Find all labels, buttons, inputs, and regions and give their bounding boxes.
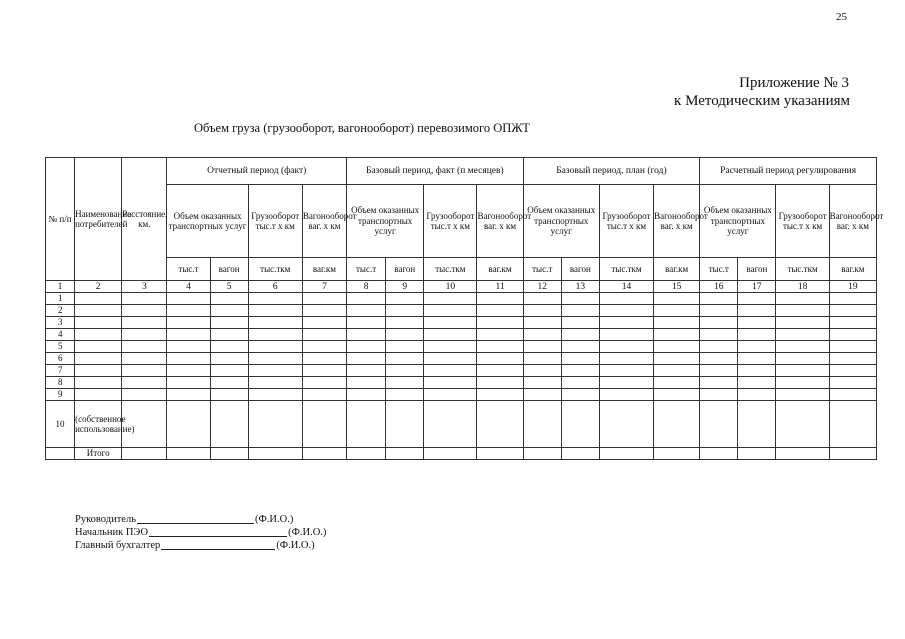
table-cell xyxy=(829,329,876,341)
table-cell xyxy=(829,401,876,448)
table-row xyxy=(46,293,877,305)
unit-wagon: вагон xyxy=(561,258,599,281)
signature-line xyxy=(75,539,326,552)
table-cell xyxy=(700,448,738,460)
table-cell xyxy=(700,293,738,305)
table-cell xyxy=(210,305,248,317)
table-cell xyxy=(776,305,829,317)
table-cell xyxy=(654,448,700,460)
table-cell xyxy=(829,293,876,305)
table-cell xyxy=(302,293,346,305)
table-cell xyxy=(386,353,424,365)
table-cell xyxy=(347,341,386,353)
table-cell xyxy=(654,317,700,329)
table-cell xyxy=(700,353,738,365)
table-cell xyxy=(167,448,210,460)
header-volume: Объем оказанных транспортных услуг xyxy=(167,185,248,258)
table-cell xyxy=(700,329,738,341)
table-cell xyxy=(599,389,653,401)
table-cell xyxy=(210,377,248,389)
table-cell xyxy=(561,353,599,365)
header-consumer: Наименование потребителей xyxy=(75,158,122,281)
table-cell xyxy=(424,353,477,365)
table-cell xyxy=(75,353,122,365)
table-cell xyxy=(75,365,122,377)
table-cell xyxy=(776,448,829,460)
unit-thousand-ton-km: тыс.ткм xyxy=(248,258,302,281)
table-cell xyxy=(776,293,829,305)
table-cell xyxy=(738,353,776,365)
table-cell xyxy=(210,329,248,341)
table-row xyxy=(46,353,877,365)
table-cell xyxy=(248,293,302,305)
table-cell xyxy=(776,365,829,377)
table-cell xyxy=(386,317,424,329)
table-cell xyxy=(386,305,424,317)
header-volume: Объем оказанных транспортных услуг xyxy=(347,185,424,258)
table-cell xyxy=(700,305,738,317)
table-cell xyxy=(167,317,210,329)
table-cell xyxy=(700,377,738,389)
column-number: 19 xyxy=(829,281,876,293)
column-number: 18 xyxy=(776,281,829,293)
table-cell xyxy=(167,401,210,448)
table-cell xyxy=(561,401,599,448)
signature-line xyxy=(75,526,326,539)
table-cell xyxy=(122,329,167,341)
table-row xyxy=(46,377,877,389)
table-cell xyxy=(424,305,477,317)
table-cell xyxy=(347,353,386,365)
table-cell xyxy=(167,365,210,377)
table-cell xyxy=(599,329,653,341)
table-cell xyxy=(561,448,599,460)
table-cell xyxy=(523,305,561,317)
table-cell xyxy=(523,317,561,329)
table-cell xyxy=(829,389,876,401)
table-cell xyxy=(46,448,75,460)
table-cell xyxy=(210,389,248,401)
table-cell xyxy=(386,401,424,448)
column-number: 12 xyxy=(523,281,561,293)
table-cell xyxy=(523,329,561,341)
table-cell xyxy=(477,448,523,460)
table-cell xyxy=(477,377,523,389)
unit-thousand-ton-km: тыс.ткм xyxy=(424,258,477,281)
table-cell xyxy=(477,389,523,401)
table-cell xyxy=(654,353,700,365)
signature-blank[interactable] xyxy=(161,539,275,550)
table-cell xyxy=(210,353,248,365)
table-cell xyxy=(654,305,700,317)
header-period-reporting: Отчетный период (факт) xyxy=(167,158,347,185)
table-cell xyxy=(75,293,122,305)
header-wagon-turnover: Вагонооборот ваг. х км xyxy=(302,185,346,258)
table-cell xyxy=(167,389,210,401)
unit-wagon-km: ваг.км xyxy=(654,258,700,281)
table-cell xyxy=(386,293,424,305)
document-title: Объем груза (грузооборот, вагонооборот) перевозимого ОПЖТ xyxy=(194,121,530,135)
table-cell xyxy=(347,389,386,401)
table-cell xyxy=(523,365,561,377)
table-cell xyxy=(776,329,829,341)
table-cell xyxy=(386,389,424,401)
table-cell xyxy=(210,317,248,329)
header-period-base-plan: Базовый период, план (год) xyxy=(523,158,700,185)
table-cell xyxy=(477,329,523,341)
table-cell xyxy=(167,353,210,365)
unit-thousand-ton-km: тыс.ткм xyxy=(776,258,829,281)
table-cell xyxy=(302,377,346,389)
table-cell xyxy=(829,377,876,389)
table-cell xyxy=(210,293,248,305)
table-cell xyxy=(122,293,167,305)
column-number: 6 xyxy=(248,281,302,293)
table-cell xyxy=(561,317,599,329)
table-cell xyxy=(302,401,346,448)
table-cell xyxy=(122,377,167,389)
row-number: 9 xyxy=(46,389,75,401)
signature-label: Руководитель xyxy=(75,514,136,525)
table-cell xyxy=(302,305,346,317)
table-row xyxy=(46,341,877,353)
signature-label: Начальник ПЭО xyxy=(75,527,149,538)
header-cargo-turnover: Грузооборот тыс.т х км xyxy=(599,185,653,258)
column-number-row xyxy=(46,281,877,293)
table-cell xyxy=(347,365,386,377)
table-row xyxy=(46,317,877,329)
table-row xyxy=(46,389,877,401)
table-cell xyxy=(424,329,477,341)
table-cell xyxy=(210,401,248,448)
table-cell xyxy=(523,341,561,353)
table-cell xyxy=(477,341,523,353)
header-cargo-turnover: Грузооборот тыс.т х км xyxy=(776,185,829,258)
unit-wagon: вагон xyxy=(210,258,248,281)
column-number: 5 xyxy=(210,281,248,293)
table-row xyxy=(46,305,877,317)
table-cell xyxy=(347,401,386,448)
row-consumer-name: (собственное использование) xyxy=(75,401,122,448)
table-cell xyxy=(424,401,477,448)
table-row xyxy=(46,329,877,341)
table-cell xyxy=(654,401,700,448)
table-cell xyxy=(75,329,122,341)
row-number: 2 xyxy=(46,305,75,317)
table-cell xyxy=(248,341,302,353)
unit-wagon-km: ваг.км xyxy=(302,258,346,281)
column-number: 11 xyxy=(477,281,523,293)
page-number: 25 xyxy=(836,11,847,23)
table-cell xyxy=(122,341,167,353)
column-number: 3 xyxy=(122,281,167,293)
table-cell xyxy=(248,401,302,448)
table-cell xyxy=(122,353,167,365)
header-period-regulation: Расчетный период регулирования xyxy=(700,158,877,185)
table-cell xyxy=(248,329,302,341)
table-cell xyxy=(386,365,424,377)
column-number: 2 xyxy=(75,281,122,293)
cargo-volume-table xyxy=(45,157,884,460)
signature-line xyxy=(75,513,326,526)
table-cell xyxy=(700,389,738,401)
table-cell xyxy=(654,329,700,341)
header-wagon-turnover: Вагонооборот ваг. х км xyxy=(477,185,523,258)
table-cell xyxy=(599,448,653,460)
table-cell xyxy=(776,341,829,353)
table-cell xyxy=(248,353,302,365)
unit-wagon-km: ваг.км xyxy=(477,258,523,281)
table-cell xyxy=(523,293,561,305)
table-cell xyxy=(477,365,523,377)
table-cell xyxy=(829,317,876,329)
row-number: 1 xyxy=(46,293,75,305)
column-number: 13 xyxy=(561,281,599,293)
table-cell xyxy=(302,329,346,341)
table-cell xyxy=(302,317,346,329)
row-number: 3 xyxy=(46,317,75,329)
table-cell xyxy=(122,317,167,329)
table-cell xyxy=(776,377,829,389)
unit-wagon: вагон xyxy=(738,258,776,281)
table-cell xyxy=(386,329,424,341)
table-cell xyxy=(523,353,561,365)
header-volume: Объем оказанных транспортных услуг xyxy=(523,185,599,258)
table-cell xyxy=(386,448,424,460)
table-cell xyxy=(386,341,424,353)
table-cell xyxy=(599,365,653,377)
table-cell xyxy=(424,341,477,353)
table-cell xyxy=(302,365,346,377)
table-cell xyxy=(776,389,829,401)
table-cell xyxy=(302,448,346,460)
table-cell xyxy=(738,448,776,460)
table-cell xyxy=(738,401,776,448)
row-number: 5 xyxy=(46,341,75,353)
table-cell xyxy=(738,389,776,401)
column-number: 4 xyxy=(167,281,210,293)
table-cell xyxy=(75,305,122,317)
table-cell xyxy=(75,341,122,353)
table-cell xyxy=(654,377,700,389)
table-cell xyxy=(167,305,210,317)
table-cell xyxy=(167,329,210,341)
column-number: 17 xyxy=(738,281,776,293)
table-cell xyxy=(599,353,653,365)
table-cell xyxy=(477,401,523,448)
table-cell xyxy=(210,341,248,353)
column-number: 8 xyxy=(347,281,386,293)
table-cell xyxy=(700,401,738,448)
table-cell xyxy=(347,293,386,305)
table-cell xyxy=(599,293,653,305)
column-number: 16 xyxy=(700,281,738,293)
table-cell xyxy=(738,293,776,305)
signature-label: Главный бухгалтер xyxy=(75,540,161,551)
table-cell xyxy=(248,365,302,377)
table-cell xyxy=(561,389,599,401)
row-number: 8 xyxy=(46,377,75,389)
table-cell xyxy=(248,389,302,401)
table-cell xyxy=(561,341,599,353)
table-cell xyxy=(738,305,776,317)
signature-block xyxy=(75,513,326,552)
table-cell xyxy=(561,293,599,305)
table-cell xyxy=(122,305,167,317)
appendix-line-1: Приложение № 3 xyxy=(739,75,849,91)
table-cell xyxy=(248,448,302,460)
signature-suffix: (Ф.И.О.) xyxy=(276,540,315,551)
table-cell xyxy=(302,353,346,365)
table-cell xyxy=(829,448,876,460)
table-cell xyxy=(347,317,386,329)
table-cell xyxy=(424,365,477,377)
signature-suffix: (Ф.И.О.) xyxy=(254,514,294,525)
header-period-base-fact: Базовый период, факт (п месяцев) xyxy=(347,158,524,185)
table-cell xyxy=(561,377,599,389)
column-number: 1 xyxy=(46,281,75,293)
table-cell xyxy=(829,341,876,353)
table-cell xyxy=(599,341,653,353)
row-number: 6 xyxy=(46,353,75,365)
table-cell xyxy=(776,401,829,448)
table-cell xyxy=(738,341,776,353)
table-cell xyxy=(561,329,599,341)
total-label: Итого xyxy=(75,448,122,460)
table-cell xyxy=(477,293,523,305)
header-volume: Объем оказанных транспортных услуг xyxy=(700,185,776,258)
table-cell xyxy=(347,305,386,317)
header-cargo-turnover: Грузооборот тыс.т х км xyxy=(248,185,302,258)
table-row xyxy=(46,401,877,448)
table-cell xyxy=(599,305,653,317)
table-cell xyxy=(523,389,561,401)
table-cell xyxy=(776,353,829,365)
table-cell xyxy=(75,377,122,389)
table-cell xyxy=(829,365,876,377)
table-cell xyxy=(424,448,477,460)
signature-blank[interactable] xyxy=(137,513,254,524)
table-cell xyxy=(738,317,776,329)
table-cell xyxy=(829,353,876,365)
table-cell xyxy=(523,448,561,460)
table-cell xyxy=(776,317,829,329)
table-cell xyxy=(654,389,700,401)
table-cell xyxy=(75,317,122,329)
table-cell xyxy=(424,293,477,305)
table-cell xyxy=(738,365,776,377)
column-number: 14 xyxy=(599,281,653,293)
row-number: 7 xyxy=(46,365,75,377)
table-cell xyxy=(302,341,346,353)
table-cell xyxy=(347,377,386,389)
column-number: 10 xyxy=(424,281,477,293)
unit-thousand-ton-km: тыс.ткм xyxy=(599,258,653,281)
table-cell xyxy=(523,377,561,389)
table-cell xyxy=(248,377,302,389)
table-cell xyxy=(654,293,700,305)
table-cell xyxy=(829,305,876,317)
table-cell xyxy=(738,377,776,389)
table-cell xyxy=(561,305,599,317)
table-cell xyxy=(424,377,477,389)
table-cell xyxy=(248,305,302,317)
header-number: № п/п xyxy=(46,158,75,281)
header-wagon-turnover: Вагонооборот ваг. х км xyxy=(829,185,876,258)
table-cell xyxy=(386,377,424,389)
table-cell xyxy=(248,317,302,329)
table-cell xyxy=(599,377,653,389)
table-cell xyxy=(599,401,653,448)
table-cell xyxy=(347,329,386,341)
table-cell xyxy=(700,317,738,329)
row-number: 10 xyxy=(46,401,75,448)
header-wagon-turnover: Вагонооборот ваг. х км xyxy=(654,185,700,258)
header-cargo-turnover: Грузооборот тыс.т х км xyxy=(424,185,477,258)
table-cell xyxy=(700,341,738,353)
table-cell xyxy=(122,365,167,377)
table-cell xyxy=(75,389,122,401)
table-cell xyxy=(477,353,523,365)
table-cell xyxy=(347,448,386,460)
unit-thousand-tons: тыс.т xyxy=(347,258,386,281)
table-cell xyxy=(523,401,561,448)
appendix-header xyxy=(674,74,849,110)
table-cell xyxy=(477,305,523,317)
table-cell xyxy=(302,389,346,401)
table-cell xyxy=(424,389,477,401)
column-number: 9 xyxy=(386,281,424,293)
total-row xyxy=(46,448,877,460)
unit-wagon-km: ваг.км xyxy=(829,258,876,281)
table-cell xyxy=(210,365,248,377)
signature-blank[interactable] xyxy=(149,526,287,537)
table-cell xyxy=(561,365,599,377)
table-cell xyxy=(122,448,167,460)
unit-wagon: вагон xyxy=(386,258,424,281)
appendix-line-2: к Методическим указаниям xyxy=(674,93,850,109)
table-cell xyxy=(424,317,477,329)
table-cell xyxy=(210,448,248,460)
unit-thousand-tons: тыс.т xyxy=(523,258,561,281)
table-cell xyxy=(738,329,776,341)
table-cell xyxy=(700,365,738,377)
column-number: 7 xyxy=(302,281,346,293)
header-distance: Расстояние, км. xyxy=(122,158,167,281)
table-cell xyxy=(167,377,210,389)
table-cell xyxy=(599,317,653,329)
unit-thousand-tons: тыс.т xyxy=(167,258,210,281)
table-cell xyxy=(122,389,167,401)
table-cell xyxy=(477,317,523,329)
row-number: 4 xyxy=(46,329,75,341)
signature-suffix: (Ф.И.О.) xyxy=(288,527,327,538)
table-cell xyxy=(654,341,700,353)
table-row xyxy=(46,365,877,377)
table-cell xyxy=(167,341,210,353)
column-number: 15 xyxy=(654,281,700,293)
table-cell xyxy=(654,365,700,377)
unit-thousand-tons: тыс.т xyxy=(700,258,738,281)
table-cell xyxy=(167,293,210,305)
